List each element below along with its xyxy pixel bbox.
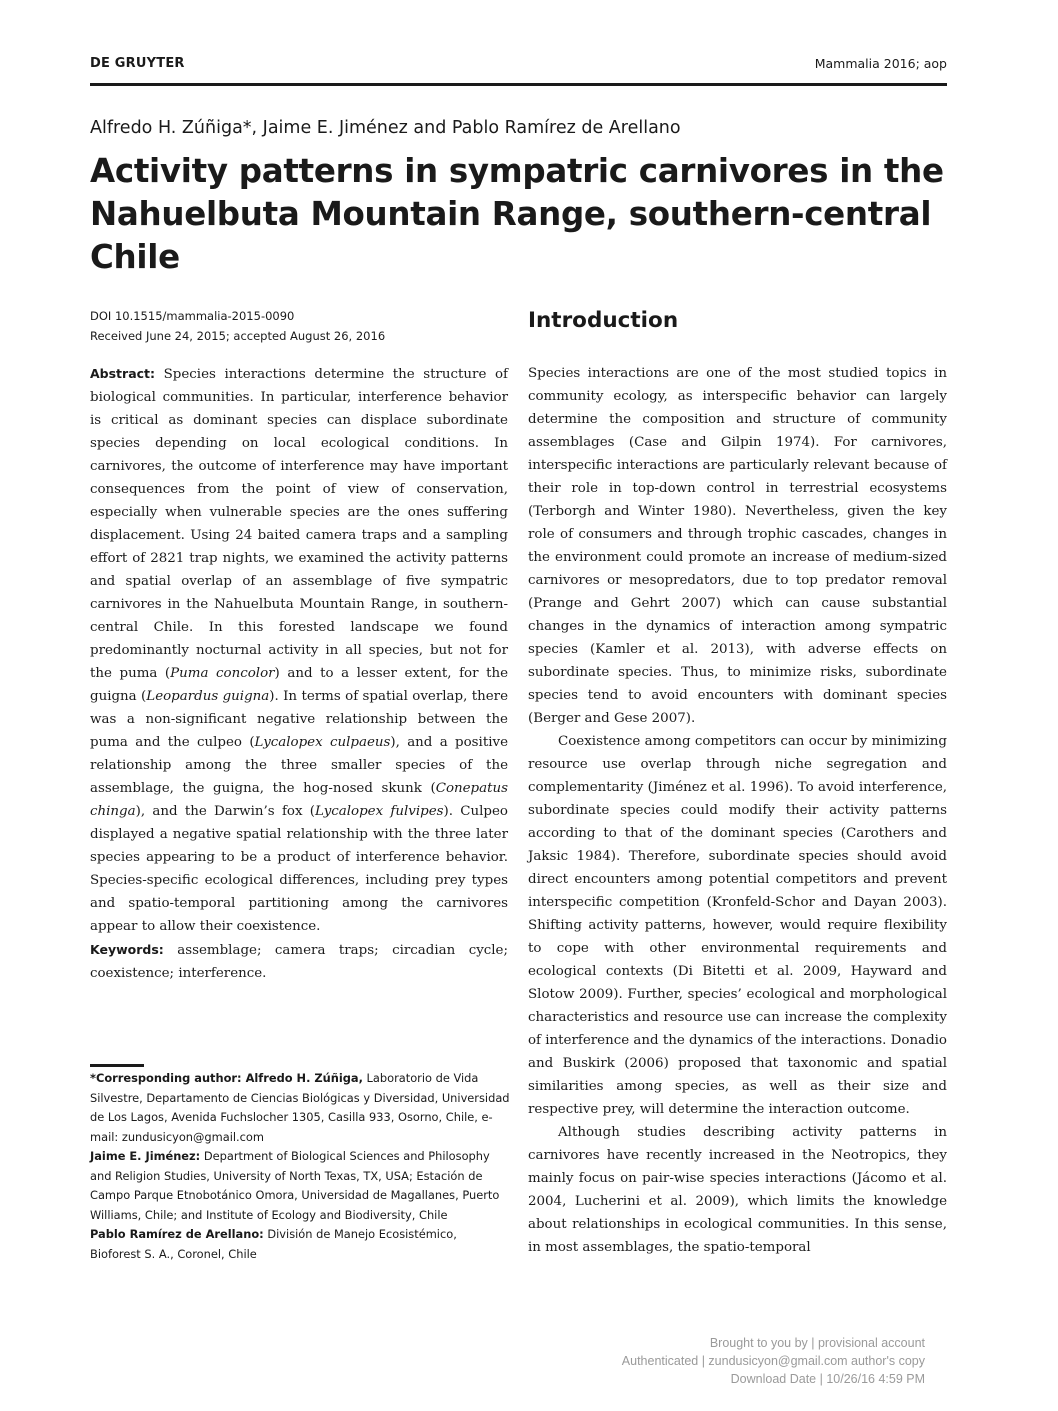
abstract-label: Abstract: (90, 366, 156, 381)
footnote-label: Pablo Ramírez de Arellano: (90, 1227, 264, 1241)
abstract-text: ) and to a lesser extent, for the guigna ( (90, 666, 508, 704)
right-column (528, 362, 947, 1259)
species-name: Lycalopex fulvipes (315, 804, 444, 819)
abstract-text: ), and a positive relationship among the three smaller species of the assemblage, the guigna, the hog-nosed skunk ( (90, 735, 508, 796)
received-dates: Received June 24, 2015; accepted August 26, 2016 (90, 329, 386, 343)
species-name: Leopardus guigna (146, 689, 270, 704)
footnote-text: Laboratorio de Vida Silvestre, Departamento de Ciencias Biológicas y Diversidad, Universidad de Los Lagos, Avenida Fuchslocher 1305, Casilla 933, Osorno, Chile, e-mail: zundusicyon@gmail.com (90, 1071, 510, 1144)
keywords (90, 938, 508, 985)
stamp-line-provider: Brought to you by | provisional account (709, 1336, 925, 1350)
footnote-corresponding (90, 1069, 510, 1147)
intro-paragraph-2: Coexistence among competitors can occur by minimizing resource use overlap through niche segregation and complementarity (Jiménez et al. 1996). To avoid interference, subordinate species could modify their activity patterns according to that of the dominant species (Carothers and Jaksic 1984). Therefore, subordinate species should avoid direct encounters among potential competitors and prevent interspecific competition (Kronfeld-Schor and Dayan 2003). Shifting activity patterns, however, would require flexibility to cope with other environmental requirements and ecological contexts (Di Bitetti et al. 2009, Hayward and Slotow 2009). Further, species’ ecological and morphological characteristics and resource use can increase the complexity of interference and the dynamics of the interactions. Donadio and Buskirk (2006) proposed that taxonomic and spatial similarities among species, as well as their size and respective prey, will determine the interaction outcome. (528, 734, 947, 1117)
left-column (90, 362, 508, 985)
keywords-text: assemblage; camera traps; circadian cycle; coexistence; interference. (90, 943, 508, 981)
footnote-text: Department of Biological Sciences and Philosophy and Religion Studies, University of North Texas, TX, USA; Estación de Campo Parque Etnobotánico Omora, Universidad de Magallanes, Puerto Williams, Chile; and Institute of Ecology and Biodiversity, Chile (90, 1149, 500, 1222)
publisher-name: DE GRUYTER (90, 56, 185, 71)
footnote-label: Jaime E. Jiménez: (90, 1149, 201, 1163)
author-footnotes (90, 1069, 510, 1264)
species-name: Puma concolor (170, 666, 275, 681)
footnote-rule (90, 1064, 144, 1067)
author-list: Alfredo H. Zúñiga*, Jaime E. Jiménez and Pablo Ramírez de Arellano (90, 118, 681, 138)
page-header (90, 56, 947, 78)
footnote-ramirez (90, 1225, 510, 1264)
intro-paragraph-3: Although studies describing activity patterns in carnivores have recently increased in the Neotropics, they mainly focus on pair-wise species interactions (Jácomo et al. 2004, Lucherini et al. 2009), which limits the knowledge about relationships in ecological communities. In this sense, in most assemblages, the spatio-temporal (528, 1125, 947, 1255)
download-stamp (622, 1334, 925, 1388)
abstract-text: ). In terms of spatial overlap, there was a non-significant negative relationship between the puma and the culpeo ( (90, 689, 509, 750)
footnote-jimenez (90, 1147, 510, 1225)
journal-citation: Mammalia 2016; aop (814, 56, 947, 71)
stamp-line-date: Download Date | 10/26/16 4:59 PM (730, 1372, 925, 1386)
keywords-label: Keywords: (90, 942, 164, 957)
section-heading-introduction: Introduction (528, 308, 679, 333)
paper-title: Activity patterns in sympatric carnivores in the Nahuelbuta Mountain Range, southern-central Chile (90, 152, 944, 276)
header-rule (90, 83, 947, 86)
species-name: Lycalopex culpaeus (254, 735, 391, 750)
article-info (90, 306, 510, 346)
stamp-line-auth: Authenticated | zundusicyon@gmail.com author's copy (621, 1354, 925, 1368)
intro-paragraph-1: Species interactions are one of the most studied topics in community ecology, as interspecific behavior can largely determine the composition and structure of community assemblages (Case and Gilpin 1974). For carnivores, interspecific interactions are particularly relevant because of their role in top-down control in terrestrial ecosystems (Terborgh and Winter 1980). Nevertheless, given the key role of consumers and through trophic cascades, changes in the environment could promote an increase of medium-sized carnivores or mesopredators, due to top predator removal (Prange and Gehrt 2007) which can cause substantial changes in the dynamics of interaction among sympatric species (Kamler et al. 2013), with adverse effects on subordinate species. Thus, to minimize risks, subordinate species tend to avoid encounters with dominant species (Berger and Gese 2007). (528, 366, 947, 726)
abstract-text: Species interactions determine the structure of biological communities. In particular, interference behavior is critical as dominant species can displace subordinate species depending on local ecological conditions. In carnivores, the outcome of interference may have important consequences from the point of view of conservation, especially when vulnerable species are the ones suffering displacement. Using 24 baited camera traps and a sampling effort of 2821 trap nights, we examined the activity patterns and spatial overlap of an assemblage of five sympatric carnivores in the Nahuelbuta Mountain Range, in southern-central Chile. In this forested landscape we found predominantly nocturnal activity in all species, but not for the puma ( (90, 367, 508, 681)
abstract-text: ), and the Darwin’s fox ( (135, 804, 316, 819)
footnote-label: *Corresponding author: Alfredo H. Zúñiga, (90, 1071, 363, 1085)
doi-line[interactable]: DOI 10.1515/mammalia-2015-0090 (90, 309, 295, 323)
abstract-text: ). Culpeo displayed a negative spatial relationship with the three later species appearing to be a product of interference behavior. Species-specific ecological differences, including prey types and spatio-temporal partitioning among the carnivores appear to allow their coexistence. (90, 804, 508, 934)
footnote-text: División de Manejo Ecosistémico, Bioforest S. A., Coronel, Chile (90, 1227, 457, 1261)
abstract (90, 362, 508, 938)
species-name: Conepatus chinga (90, 781, 508, 819)
